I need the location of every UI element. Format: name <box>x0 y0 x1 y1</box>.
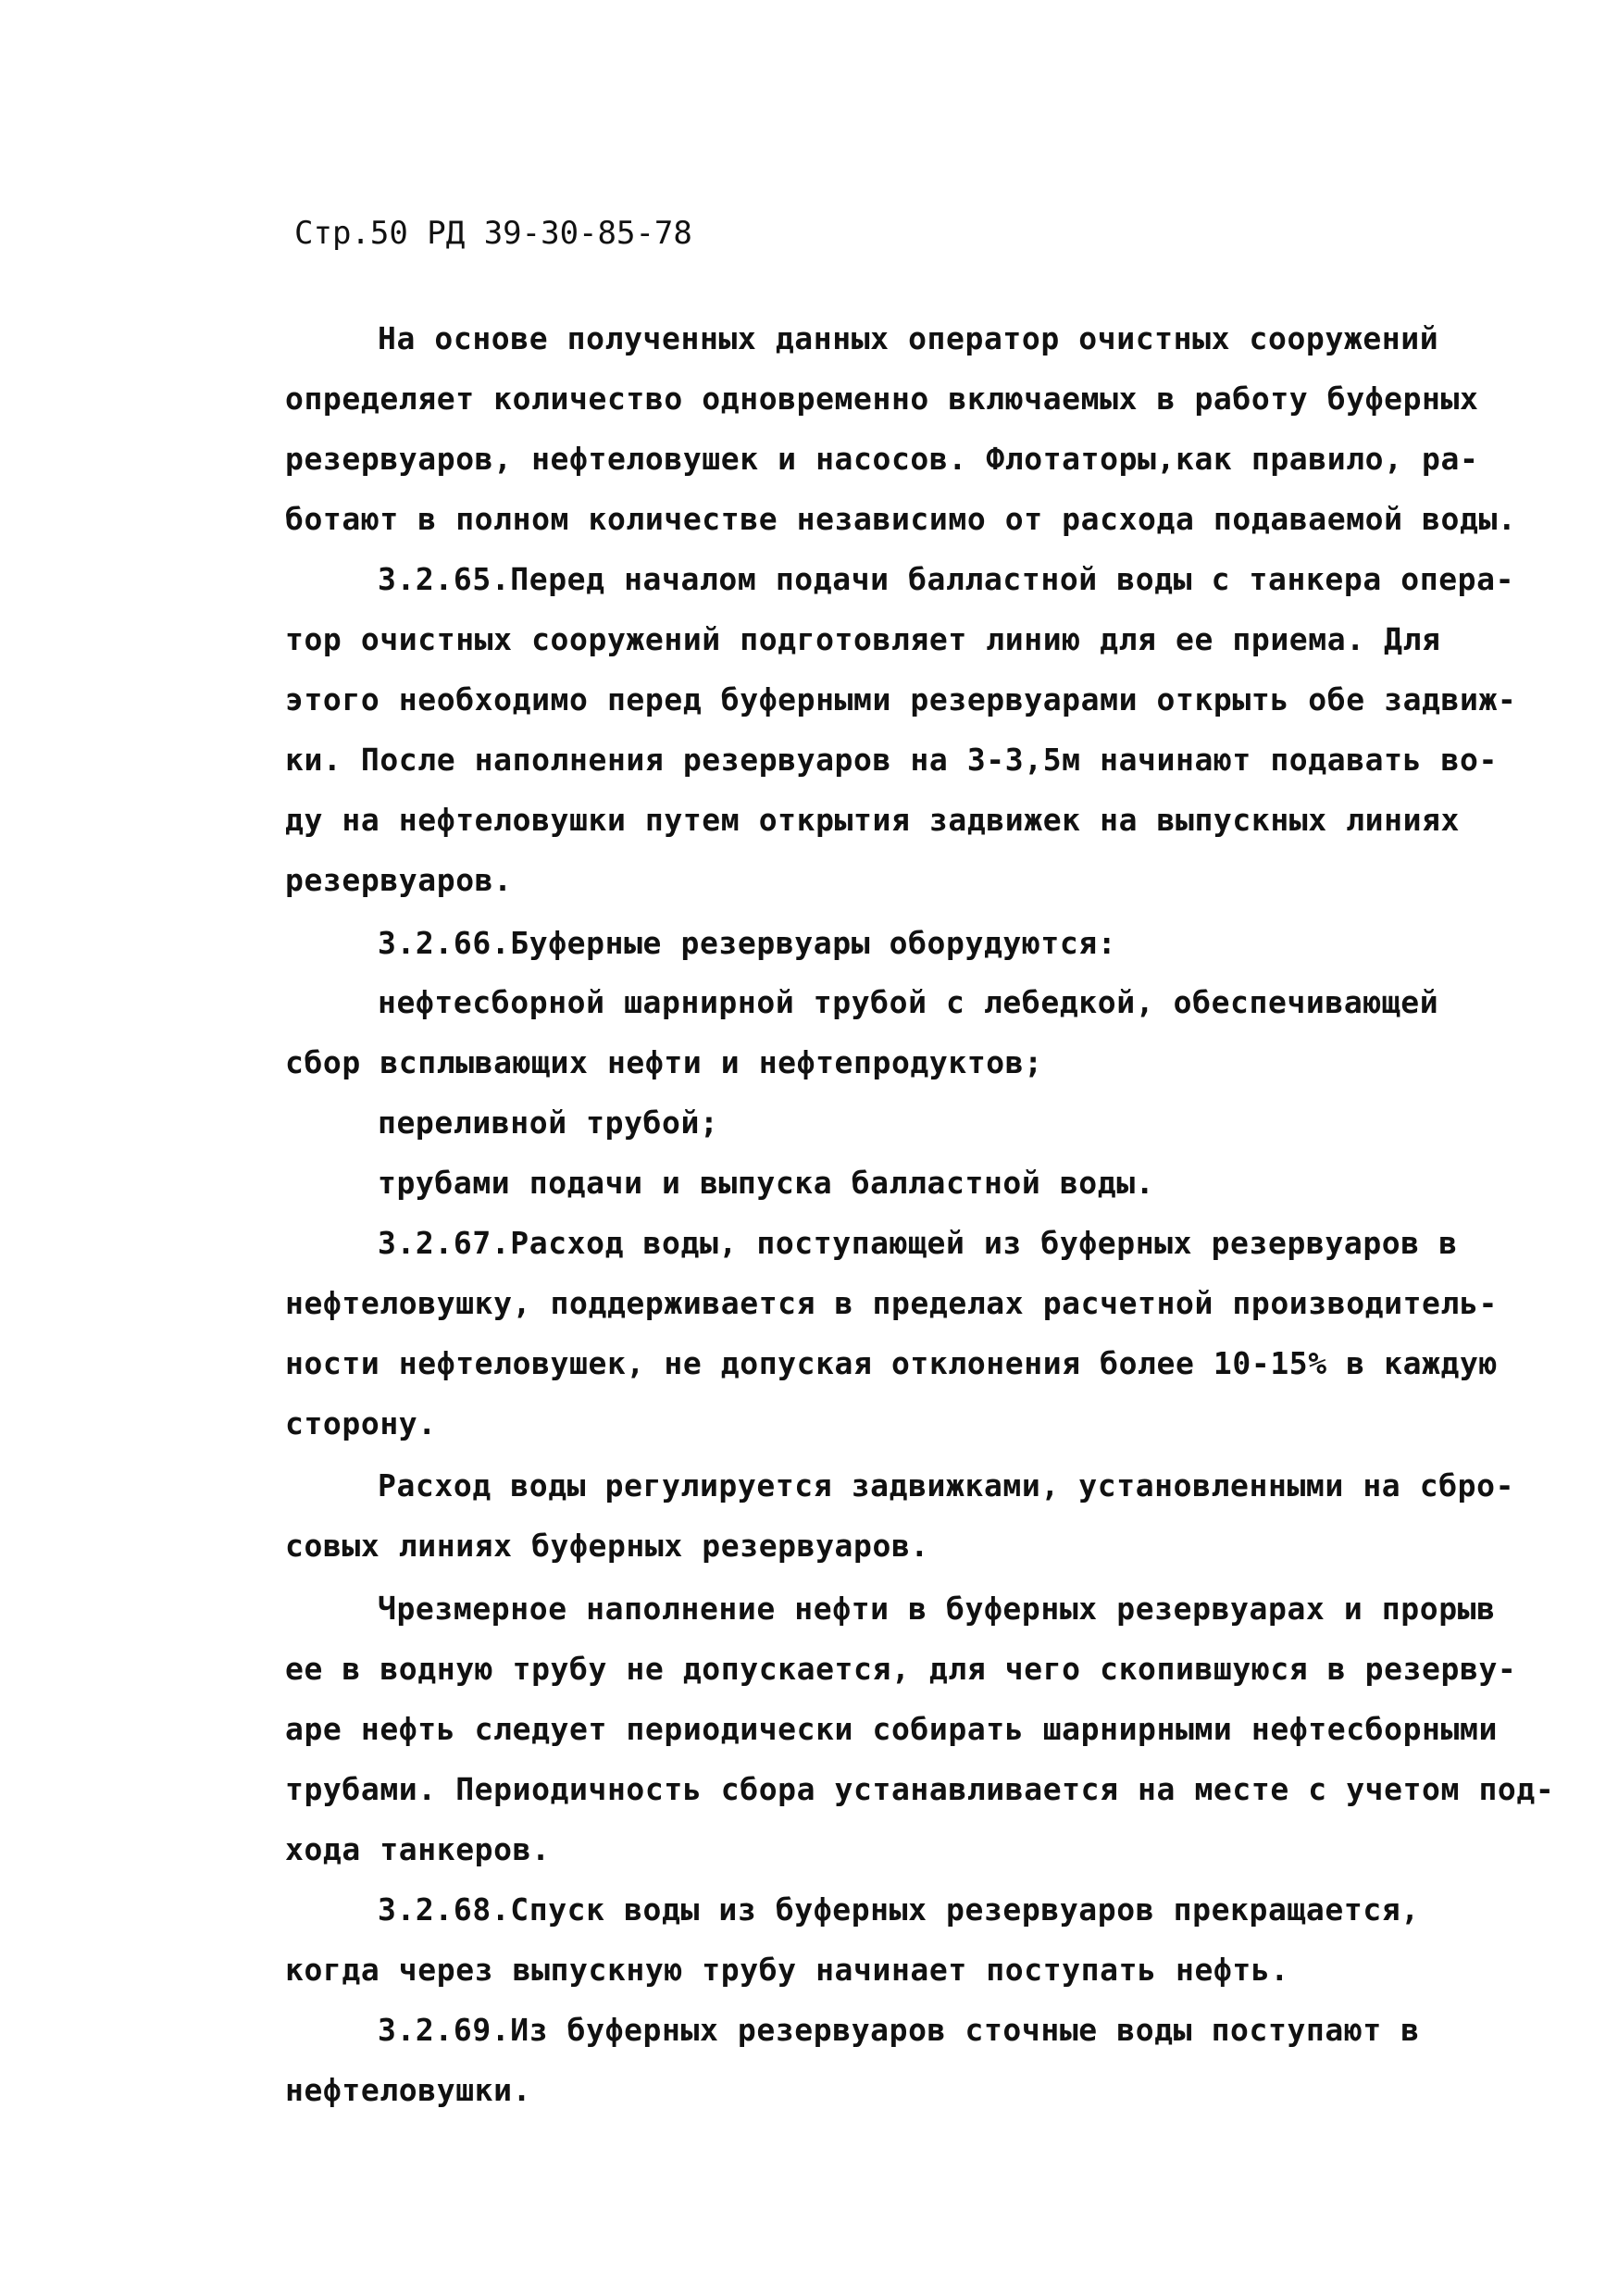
text-line: тор очистных сооружений подготовляет линию для ее приема. Для <box>285 621 1441 657</box>
text-line: трубами подачи и выпуска балластной воды. <box>378 1165 1155 1201</box>
text-line: резервуаров. <box>285 862 513 898</box>
page-header: Стр.50 РД 39-30-85-78 <box>294 215 692 252</box>
text-line: 3.2.69.Из буферных резервуаров сточные воды поступают в <box>378 2012 1420 2048</box>
text-line: этого необходимо перед буферными резервуарами открыть обе задвиж- <box>285 681 1517 718</box>
text-line: На основе полученных данных оператор очистных сооружений <box>378 320 1439 356</box>
text-line: нефтеловушку, поддерживается в пределах расчетной производитель- <box>285 1285 1498 1321</box>
text-line: нефтесборной шарнирной трубой с лебедкой, обеспечивающей <box>378 984 1439 1020</box>
text-line: совых линиях буферных резервуаров. <box>285 1528 929 1564</box>
text-line: ду на нефтеловушки путем открытия задвижек на выпускных линиях <box>285 802 1460 838</box>
text-line: ки. После наполнения резервуаров на 3-3,5м начинают подавать во- <box>285 742 1498 778</box>
text-line: когда через выпускную трубу начинает поступать нефть. <box>285 1952 1289 1988</box>
text-line: трубами. Периодичность сбора устанавливается на месте с учетом под- <box>285 1771 1555 1807</box>
text-line: ности нефтеловушек, не допуская отклонения более 10-15% в каждую <box>285 1345 1498 1381</box>
text-line: переливной трубой; <box>378 1104 719 1141</box>
text-line: хода танкеров. <box>285 1831 551 1867</box>
text-line: Чрезмерное наполнение нефти в буферных резервуарах и прорыв <box>378 1591 1496 1627</box>
text-line: ботают в полном количестве независимо от расхода подаваемой воды. <box>285 501 1517 537</box>
text-line: определяет количество одновременно включаемых в работу буферных <box>285 381 1479 417</box>
text-line: аре нефть следует периодически собирать шарнирными нефтесборными <box>285 1711 1498 1747</box>
text-line: ее в водную трубу не допускается, для чего скопившуюся в резерву- <box>285 1651 1517 1687</box>
text-line: 3.2.65.Перед началом подачи балластной воды с танкера опера- <box>378 561 1515 597</box>
text-line: 3.2.67.Расход воды, поступающей из буферных резервуаров в <box>378 1225 1458 1261</box>
text-line: сбор всплывающих нефти и нефтепродуктов; <box>285 1044 1043 1080</box>
text-line: сторону. <box>285 1405 437 1441</box>
text-line: резервуаров, нефтеловушек и насосов. Флотаторы,как правило, ра- <box>285 441 1479 477</box>
text-line: 3.2.66.Буферные резервуары оборудуются: <box>378 925 1117 961</box>
text-line: 3.2.68.Спуск воды из буферных резервуаров прекращается, <box>378 1891 1420 1928</box>
text-line: нефтеловушки. <box>285 2072 532 2108</box>
text-line: Расход воды регулируется задвижками, установленными на сбро- <box>378 1467 1515 1504</box>
